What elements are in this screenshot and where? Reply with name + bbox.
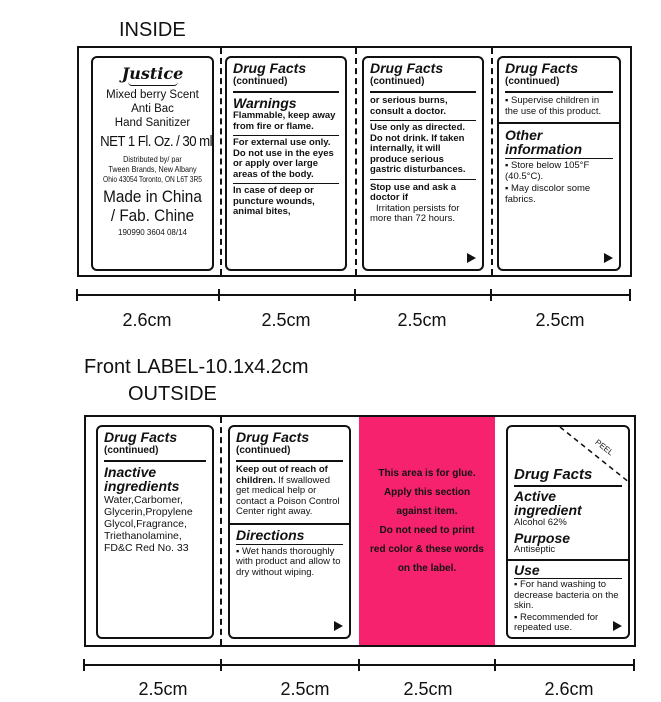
front-label-heading: Front LABEL-10.1x4.2cm: [84, 356, 309, 378]
justice-logo: Justice: [121, 64, 184, 83]
dimension-label: 2.5cm: [261, 310, 311, 330]
dimension-tick: [490, 289, 492, 301]
discolor-text: ▪ May discolor some fabrics.: [505, 183, 591, 205]
drug-facts-title: Drug Facts: [236, 429, 310, 445]
dimension-tick: [218, 289, 220, 301]
keep-out-heading: Keep out of reach of children.: [236, 464, 328, 486]
purpose-heading: Purpose: [514, 529, 571, 546]
peel-label: PEEL: [593, 437, 616, 458]
inside-panel-warnings: [225, 56, 347, 271]
use-text: ▪ For hand washing to decrease bacteria on the skin.: [514, 579, 619, 611]
flammable-warning: Flammable, keep away from fire or flame.: [233, 110, 336, 132]
burns-warning: or serious burns, consult a doctor.: [370, 95, 448, 117]
storage-text: ▪ Store below 105°F (40.5°C).: [505, 160, 590, 182]
continued-label: (continued): [233, 76, 288, 87]
outside-label-strip: [84, 415, 636, 647]
divider: [370, 179, 476, 180]
directions-text: ▪ Wet hands thoroughly with product and allow to dry without wiping.: [236, 545, 341, 578]
dimension-tick: [220, 659, 222, 671]
divider: [236, 544, 343, 545]
supervise-children-text: ▪ Supervise children in the use of this product.: [505, 95, 602, 117]
outside-heading: OUTSIDE: [128, 383, 217, 405]
product-name-line: Hand Sanitizer: [114, 117, 191, 129]
glue-note-line: against item.: [396, 506, 458, 517]
purpose-value: Antiseptic: [514, 543, 556, 555]
inactive-ingredients-heading: Inactive ingredients: [104, 464, 180, 494]
dimension-label: 2.5cm: [138, 679, 188, 699]
divider: [514, 485, 622, 487]
dimension-tick: [494, 659, 496, 671]
directions-heading: Directions: [236, 526, 305, 543]
drug-facts-title: Drug Facts: [233, 60, 307, 76]
dimension-label: 2.6cm: [122, 310, 172, 330]
other-information-heading: Other information: [505, 127, 582, 157]
distributor-address-2: Ohio 43054 Toronto, ON L6T 3R5: [103, 174, 202, 184]
wounds-warning: In case of deep or puncture wounds, animal bites,: [233, 185, 315, 217]
glue-note-line: Apply this section: [383, 487, 471, 498]
divider: [505, 91, 613, 93]
scent-line: Mixed berry Scent: [106, 89, 199, 101]
continued-label: (continued): [505, 76, 560, 87]
continue-arrow-icon: [604, 253, 613, 263]
inactive-ingredients-list: Water,Carbomer, Glycerin,Propylene Glycol,Fragrance, Triethanolamine, FD&C Red No. 33: [104, 494, 193, 554]
origin-line-1: Made in China: [103, 187, 202, 206]
external-use-warning: For external use only. Do not use in the eyes or apply over large areas of the body.: [233, 137, 334, 180]
divider: [505, 158, 613, 159]
fold-line: [220, 417, 222, 645]
divider: [508, 559, 628, 561]
divider: [499, 122, 619, 124]
continue-arrow-icon: [467, 253, 476, 263]
dimension-label: 2.6cm: [544, 679, 594, 699]
divider: [233, 183, 339, 184]
outside-panel-active: [506, 425, 630, 639]
net-quantity: NET 1 Fl. Oz. / 30 ml: [100, 133, 213, 150]
fold-line: [355, 48, 357, 275]
distributor-label: Distributed by/ par: [123, 154, 182, 164]
dimension-tick: [633, 659, 635, 671]
fold-line: [491, 48, 493, 275]
lot-code: 190990 3604 08/14: [118, 228, 187, 237]
dimension-tick: [358, 659, 360, 671]
inside-label-strip: [77, 46, 632, 277]
divider: [230, 523, 349, 525]
fold-line: [220, 48, 222, 275]
drug-facts-title: Drug Facts: [370, 60, 444, 76]
glue-note-line: This area is for glue.: [378, 468, 476, 479]
keep-out-of-reach-text: [236, 465, 343, 518]
inside-heading: INSIDE: [119, 19, 186, 41]
dimension-label: 2.5cm: [280, 679, 330, 699]
dimension-tick: [354, 289, 356, 301]
continued-label: (continued): [104, 445, 159, 456]
glue-note-line: on the label.: [397, 563, 457, 574]
use-heading: Use: [514, 562, 540, 578]
divider: [104, 460, 206, 462]
outside-panel-directions: [228, 425, 351, 639]
dimension-label: 2.5cm: [397, 310, 447, 330]
drug-facts-title: Drug Facts: [104, 429, 178, 445]
inside-panel-product: [91, 56, 214, 271]
dimension-tick: [76, 289, 78, 301]
active-ingredient-heading: Active ingredient: [514, 488, 582, 518]
continue-arrow-icon: [613, 621, 622, 631]
warnings-heading: Warnings: [233, 95, 297, 111]
dimension-tick: [83, 659, 85, 671]
drug-facts-title: Drug Facts: [505, 60, 579, 76]
distributor-address-1: Tween Brands, New Albany: [108, 164, 197, 174]
continued-label: (continued): [370, 76, 425, 87]
glue-note-line: red color & these words: [370, 544, 484, 555]
repeated-use-text: ▪ Recommended for repeated use.: [514, 611, 599, 633]
divider: [370, 120, 476, 121]
dimension-label: 2.5cm: [403, 679, 453, 699]
active-ingredient-value: Alcohol 62%: [514, 517, 567, 528]
outside-panel-inactive: [96, 425, 214, 639]
inside-panel-other-info: [497, 56, 621, 271]
continue-arrow-icon: [334, 621, 343, 631]
continued-label: (continued): [236, 445, 291, 456]
dimension-tick: [629, 289, 631, 301]
glue-area: [359, 417, 495, 645]
inside-panel-warnings-continued: [362, 56, 484, 271]
divider: [233, 91, 339, 93]
divider: [236, 460, 343, 462]
divider: [370, 91, 476, 93]
glue-note-line: Do not need to print: [379, 525, 475, 536]
origin-line-2: / Fab. Chine: [110, 206, 195, 225]
use-as-directed-warning: Use only as directed. Do not drink. If taken internally, it will produce serious gastric disturbances.: [370, 122, 466, 175]
stop-use-condition: Irritation persists for more than 72 hours.: [370, 202, 460, 224]
divider: [233, 135, 339, 136]
keep-out-detail: If swallowed get medical help or contact a Poison Control Center right away.: [236, 474, 340, 517]
dimension-label: 2.5cm: [535, 310, 585, 330]
product-type-line: Anti Bac: [131, 103, 174, 115]
drug-facts-title: Drug Facts: [514, 466, 593, 483]
stop-use-heading: Stop use and ask a doctor if: [370, 181, 457, 203]
